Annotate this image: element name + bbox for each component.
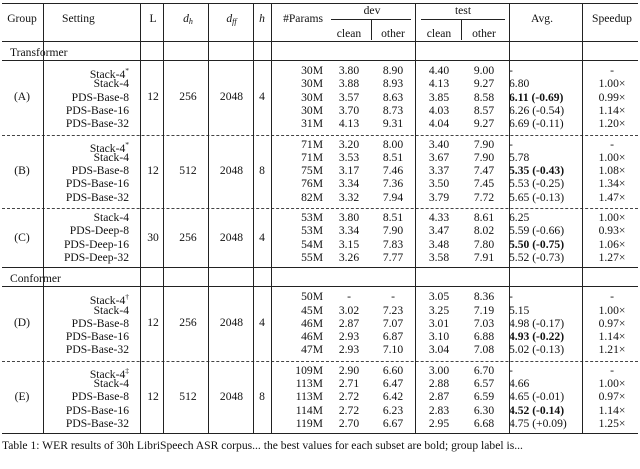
- cell-speedup: -: [610, 363, 614, 377]
- cell-dev-other: 6.47: [382, 377, 404, 390]
- cell-dev-clean: 2.70: [338, 416, 360, 430]
- setting-name: Stack-4: [93, 303, 129, 317]
- group-label: (E): [14, 389, 30, 403]
- cell-test-other: 9.27: [473, 117, 495, 131]
- header-dh: [169, 12, 207, 28]
- cell-avg: 5.78: [509, 150, 530, 164]
- cell-test-clean: 4.13: [428, 77, 450, 91]
- cell-dev-clean: 3.32: [338, 190, 360, 204]
- cell-speedup: -: [610, 137, 614, 151]
- cell-h: 8: [259, 163, 265, 177]
- cell-avg: 5.65 (-0.13): [509, 190, 565, 204]
- section-rule: [2, 60, 638, 61]
- row-setting: [46, 151, 129, 164]
- cell-params: 30M: [301, 77, 323, 91]
- test-rule: [421, 19, 505, 20]
- cell-dev-clean: 3.88: [338, 77, 360, 91]
- cell-dh: 256: [179, 90, 197, 104]
- row-setting: [46, 91, 129, 104]
- group-separator: [2, 208, 638, 209]
- cell-speedup: 1.06×: [598, 237, 626, 251]
- cell-dev-clean: 3.02: [338, 303, 360, 317]
- cell-params: 30M: [301, 90, 323, 104]
- cell-test-clean: 3.01: [428, 316, 450, 330]
- cell-L: 12: [147, 316, 159, 330]
- cell-avg: 5.53 (-0.25): [509, 177, 565, 191]
- cell-avg: 4.93 (-0.22): [509, 330, 565, 344]
- setting-name: PDS-Base-8: [71, 90, 129, 104]
- footnote-mark: ‡: [125, 365, 129, 375]
- setting-name: PDS-Base-16: [65, 403, 129, 417]
- cell-dev-other: 8.90: [382, 64, 404, 77]
- row-setting: [46, 77, 129, 90]
- setting-name: Stack-4: [89, 294, 126, 308]
- cell-dev-other: 8.63: [382, 90, 404, 104]
- cell-test-clean: 3.25: [428, 303, 450, 317]
- cell-dev-clean: 2.90: [338, 363, 360, 377]
- cell-dh: 256: [179, 316, 197, 330]
- cell-test-clean: 3.40: [428, 137, 450, 151]
- column-divider: [140, 3, 141, 433]
- cell-test-other: 8.36: [473, 290, 495, 304]
- cell-dev-other: 6.42: [382, 390, 404, 404]
- header-test-clean: clean: [426, 27, 452, 40]
- cell-test-clean: 3.58: [428, 250, 450, 264]
- header-setting: Setting: [62, 12, 95, 25]
- setting-name: Stack-4: [93, 150, 129, 164]
- section-end-rule: [2, 433, 638, 434]
- cell-test-other: 7.80: [473, 237, 495, 251]
- cell-dev-clean: 2.72: [338, 390, 360, 404]
- cell-test-other: 8.61: [473, 211, 495, 224]
- section-end-rule: [2, 267, 638, 268]
- cell-dev-other: -: [391, 290, 395, 304]
- setting-name: Stack-4: [89, 367, 126, 381]
- setting-name: Stack-4: [89, 141, 126, 155]
- cell-dev-other: 7.83: [382, 237, 404, 251]
- header-avg: Avg.: [530, 12, 553, 25]
- cell-dev-other: 7.23: [382, 303, 404, 317]
- cell-avg: -: [509, 290, 513, 304]
- cell-dev-other: 7.94: [382, 190, 404, 204]
- cell-avg: 5.52 (-0.73): [509, 250, 565, 264]
- setting-name: Stack-4: [93, 377, 129, 390]
- cell-params: 119M: [295, 416, 323, 430]
- cell-params: 45M: [301, 303, 323, 317]
- cell-speedup: -: [610, 64, 614, 77]
- cell-dev-clean: 3.53: [338, 150, 360, 164]
- cell-avg: -: [509, 64, 513, 77]
- cell-dev-clean: 3.80: [338, 211, 360, 224]
- row-setting: [46, 238, 129, 251]
- cell-dev-other: 7.90: [382, 224, 404, 238]
- cell-params: 82M: [301, 190, 323, 204]
- cell-speedup: 0.99×: [598, 90, 626, 104]
- cell-speedup: 1.14×: [598, 330, 626, 344]
- setting-name: PDS-Deep-8: [69, 224, 129, 238]
- cell-dev-other: 6.67: [382, 416, 404, 430]
- cell-dev-clean: 3.17: [338, 164, 360, 178]
- header-dff: [211, 12, 252, 28]
- cell-test-clean: 3.47: [428, 224, 450, 238]
- cell-speedup: 0.97×: [598, 390, 626, 404]
- header-dff-sub: ff: [232, 17, 237, 26]
- cell-dev-clean: 2.93: [338, 343, 360, 357]
- cell-speedup: 0.97×: [598, 316, 626, 330]
- cell-avg: 5.15: [509, 303, 530, 317]
- cell-dev-other: 6.23: [382, 403, 404, 417]
- cell-params: 53M: [301, 224, 323, 238]
- cell-speedup: 1.00×: [598, 150, 626, 164]
- cell-test-other: 7.08: [473, 343, 495, 357]
- section-title: Conformer: [10, 272, 61, 286]
- setting-name: PDS-Base-8: [71, 164, 129, 178]
- cell-params: 46M: [301, 316, 323, 330]
- footnote-mark: *: [125, 139, 129, 149]
- cell-avg: 4.66: [509, 377, 530, 390]
- cell-speedup: 1.14×: [598, 403, 626, 417]
- cell-params: 30M: [301, 64, 323, 77]
- row-setting: [46, 191, 129, 204]
- row-setting: [46, 390, 129, 403]
- cell-test-other: 7.19: [473, 303, 495, 317]
- cell-test-other: 6.68: [473, 416, 495, 430]
- cell-h: 4: [259, 90, 265, 104]
- cell-test-clean: 3.50: [428, 177, 450, 191]
- cell-avg: 4.75 (+0.09): [509, 416, 567, 430]
- cell-speedup: 1.00×: [598, 211, 626, 224]
- footnote-mark: *: [125, 66, 129, 75]
- cell-L: 12: [147, 389, 159, 403]
- cell-dh: 512: [179, 389, 197, 403]
- cell-dev-other: 8.93: [382, 77, 404, 91]
- cell-avg: 6.80: [509, 77, 530, 91]
- setting-name: PDS-Base-32: [65, 117, 129, 131]
- cell-dh: 256: [179, 230, 197, 244]
- cell-dev-clean: 2.72: [338, 403, 360, 417]
- cell-test-other: 8.57: [473, 103, 495, 117]
- column-divider: [43, 3, 44, 433]
- cell-dev-clean: 3.20: [338, 137, 360, 151]
- cell-speedup: 0.93×: [598, 224, 626, 238]
- cell-dev-clean: 3.34: [338, 224, 360, 238]
- cell-test-clean: 3.04: [428, 343, 450, 357]
- header-dh-base: d: [183, 12, 189, 25]
- cell-avg: 6.26 (-0.54): [509, 103, 565, 117]
- row-setting: [46, 117, 129, 130]
- group-label: (C): [14, 230, 30, 244]
- section-rule: [2, 286, 638, 287]
- cell-h: 8: [259, 389, 265, 403]
- cell-speedup: 1.25×: [598, 416, 626, 430]
- cell-test-clean: 2.83: [428, 403, 450, 417]
- setting-name: PDS-Base-8: [71, 390, 129, 404]
- cell-params: 76M: [301, 177, 323, 191]
- header-L: L: [149, 12, 157, 25]
- cell-avg: -: [509, 363, 513, 377]
- cell-test-clean: 4.04: [428, 117, 450, 131]
- cell-test-other: 7.91: [473, 250, 495, 264]
- row-setting: [46, 417, 129, 430]
- cell-test-other: 6.70: [473, 363, 495, 377]
- row-setting: [46, 404, 129, 417]
- column-divider: [582, 3, 583, 433]
- setting-name: PDS-Base-16: [65, 103, 129, 117]
- cell-dev-other: 7.10: [382, 343, 404, 357]
- setting-name: PDS-Base-8: [71, 316, 129, 330]
- setting-name: PDS-Deep-32: [63, 250, 129, 264]
- setting-name: PDS-Base-16: [65, 177, 129, 191]
- cell-avg: 5.59 (-0.66): [509, 224, 565, 238]
- row-setting: [46, 377, 129, 390]
- cell-dev-clean: 2.93: [338, 330, 360, 344]
- cell-dev-clean: 2.71: [338, 377, 360, 390]
- column-divider: [415, 3, 416, 433]
- footnote-mark: †: [125, 292, 129, 302]
- row-setting: [46, 104, 129, 117]
- cell-test-other: 9.27: [473, 77, 495, 91]
- cell-speedup: 1.14×: [598, 103, 626, 117]
- cell-speedup: 1.00×: [598, 377, 626, 390]
- cell-params: 53M: [301, 211, 323, 224]
- cell-test-other: 7.90: [473, 137, 495, 151]
- cell-test-clean: 4.33: [428, 211, 450, 224]
- row-setting: [46, 251, 129, 264]
- cell-test-clean: 3.05: [428, 290, 450, 304]
- cell-dev-clean: 3.57: [338, 90, 360, 104]
- cell-test-other: 7.47: [473, 164, 495, 178]
- cell-h: 4: [259, 230, 265, 244]
- cell-params: 113M: [295, 377, 323, 390]
- setting-name: PDS-Deep-16: [63, 237, 129, 251]
- cell-dh: 512: [179, 163, 197, 177]
- header-dev-clean: clean: [336, 27, 362, 40]
- setting-name: Stack-4: [89, 68, 126, 81]
- row-setting: [46, 164, 129, 177]
- column-divider: [509, 3, 510, 433]
- cell-dev-other: 7.46: [382, 164, 404, 178]
- cell-avg: 4.52 (-0.14): [509, 403, 565, 417]
- cell-speedup: 1.20×: [598, 117, 626, 131]
- cell-avg: 5.50 (-0.75): [509, 237, 565, 251]
- cell-L: 12: [147, 163, 159, 177]
- cell-L: 12: [147, 90, 159, 104]
- cell-dev-other: 8.51: [382, 150, 404, 164]
- table-caption: Table 1: WER results of 30h LibriSpeech ASR corpus... the best values for each subset are bold; group label is...: [2, 439, 523, 453]
- header-dff-base: d: [226, 12, 233, 25]
- cell-avg: 4.98 (-0.17): [509, 316, 565, 330]
- cell-test-clean: 3.48: [428, 237, 450, 251]
- header-speedup: Speedup: [592, 12, 632, 25]
- cell-avg: 6.69 (-0.11): [509, 117, 564, 131]
- cell-avg: -: [509, 137, 513, 151]
- cell-params: 75M: [301, 164, 323, 178]
- cell-avg: 5.35 (-0.43): [509, 164, 565, 178]
- cell-speedup: 1.34×: [598, 177, 626, 191]
- cell-dff: 2048: [219, 230, 244, 244]
- cell-params: 71M: [301, 137, 323, 151]
- cell-dff: 2048: [219, 316, 244, 330]
- cell-avg: 4.65 (-0.01): [509, 390, 565, 404]
- top-rule: [2, 3, 638, 4]
- row-setting: [46, 343, 129, 356]
- group-label: (A): [13, 90, 31, 104]
- cell-L: 30: [147, 230, 159, 244]
- setting-name: PDS-Base-32: [65, 343, 129, 357]
- cell-speedup: 1.27×: [598, 250, 626, 264]
- cell-test-clean: 3.85: [428, 90, 450, 104]
- cell-speedup: 1.00×: [598, 77, 626, 91]
- setting-name: Stack-4: [93, 77, 129, 91]
- setting-name: PDS-Base-32: [65, 416, 129, 430]
- header-params: #Params: [283, 12, 323, 25]
- header-dev-other: other: [381, 27, 405, 40]
- cell-params: 71M: [301, 150, 323, 164]
- row-setting: [46, 330, 129, 343]
- row-setting: [46, 177, 129, 190]
- cell-test-other: 8.58: [473, 90, 495, 104]
- cell-test-clean: 2.87: [428, 390, 450, 404]
- cell-avg: 6.25: [509, 211, 530, 224]
- cell-params: 31M: [301, 117, 323, 131]
- cell-test-other: 6.88: [473, 330, 495, 344]
- cell-dev-other: 7.07: [382, 316, 404, 330]
- cell-avg: 6.11 (-0.69): [509, 90, 564, 104]
- cell-dev-other: 7.36: [382, 177, 404, 191]
- section-title: Transformer: [10, 46, 68, 59]
- cell-params: 30M: [301, 103, 323, 117]
- column-divider: [271, 3, 272, 433]
- setting-name: Stack-4: [93, 211, 129, 224]
- row-setting: [46, 211, 129, 224]
- cell-dev-other: 6.60: [382, 363, 404, 377]
- header-dev: dev: [363, 4, 381, 17]
- column-divider: [253, 3, 254, 433]
- cell-test-other: 7.45: [473, 177, 495, 191]
- cell-test-clean: 3.37: [428, 164, 450, 178]
- cell-test-clean: 3.10: [428, 330, 450, 344]
- row-setting: [46, 304, 129, 317]
- column-divider: [208, 3, 209, 433]
- cell-params: 46M: [301, 330, 323, 344]
- cell-dev-clean: 3.26: [338, 250, 360, 264]
- group-separator: [2, 361, 638, 362]
- cell-dev-clean: 3.80: [338, 64, 360, 77]
- cell-dff: 2048: [219, 163, 244, 177]
- header-group: Group: [7, 12, 37, 25]
- cell-h: 4: [259, 316, 265, 330]
- cell-test-clean: 3.67: [428, 150, 450, 164]
- cell-dev-other: 8.00: [382, 137, 404, 151]
- cell-dev-clean: 4.13: [338, 117, 360, 131]
- cell-test-other: 8.02: [473, 224, 495, 238]
- header-rule: [2, 41, 638, 42]
- cell-dev-clean: 3.15: [338, 237, 360, 251]
- cell-dev-clean: -: [347, 290, 351, 304]
- cell-speedup: 1.00×: [598, 303, 626, 317]
- cell-params: 114M: [295, 403, 323, 417]
- group-label: (D): [13, 316, 31, 330]
- cell-test-other: 9.00: [473, 64, 495, 77]
- cell-dev-other: 8.73: [382, 103, 404, 117]
- cell-params: 50M: [301, 290, 323, 304]
- cell-dev-clean: 3.70: [338, 103, 360, 117]
- column-divider: [461, 19, 462, 40]
- cell-test-clean: 2.95: [428, 416, 450, 430]
- group-separator: [2, 135, 638, 136]
- column-divider: [371, 19, 372, 40]
- cell-test-clean: 4.40: [428, 64, 450, 77]
- cell-test-other: 7.03: [473, 316, 495, 330]
- cell-dev-clean: 2.87: [338, 316, 360, 330]
- cell-test-other: 6.30: [473, 403, 495, 417]
- cell-dev-other: 6.87: [382, 330, 404, 344]
- cell-params: 113M: [295, 390, 323, 404]
- row-setting: [46, 317, 129, 330]
- header-h: h: [259, 12, 265, 25]
- cell-params: 109M: [295, 363, 323, 377]
- setting-name: PDS-Base-32: [65, 190, 129, 204]
- cell-dev-other: 7.77: [382, 250, 404, 264]
- cell-test-other: 6.57: [473, 377, 495, 390]
- row-setting: [46, 224, 129, 237]
- header-test-other: other: [472, 27, 496, 40]
- cell-params: 55M: [301, 250, 323, 264]
- cell-dev-other: 9.31: [382, 117, 404, 131]
- group-label: (B): [14, 163, 30, 177]
- cell-test-other: 7.72: [473, 190, 495, 204]
- cell-dev-clean: 3.34: [338, 177, 360, 191]
- cell-speedup: 1.08×: [598, 164, 626, 178]
- cell-params: 54M: [301, 237, 323, 251]
- cell-avg: 5.02 (-0.13): [509, 343, 565, 357]
- cell-test-other: 6.59: [473, 390, 495, 404]
- cell-dff: 2048: [219, 389, 244, 403]
- cell-speedup: -: [610, 290, 614, 304]
- cell-test-clean: 4.03: [428, 103, 450, 117]
- cell-test-clean: 3.79: [428, 190, 450, 204]
- cell-speedup: 1.47×: [598, 190, 626, 204]
- column-divider: [163, 3, 164, 433]
- header-test: test: [454, 4, 472, 17]
- setting-name: PDS-Base-16: [65, 330, 129, 344]
- header-dh-sub: h: [188, 17, 193, 26]
- cell-test-other: 7.90: [473, 150, 495, 164]
- cell-test-clean: 2.88: [428, 377, 450, 390]
- cell-speedup: 1.21×: [598, 343, 626, 357]
- cell-params: 47M: [301, 343, 323, 357]
- cell-dev-other: 8.51: [382, 211, 404, 224]
- cell-dff: 2048: [219, 90, 244, 104]
- cell-test-clean: 3.00: [428, 363, 450, 377]
